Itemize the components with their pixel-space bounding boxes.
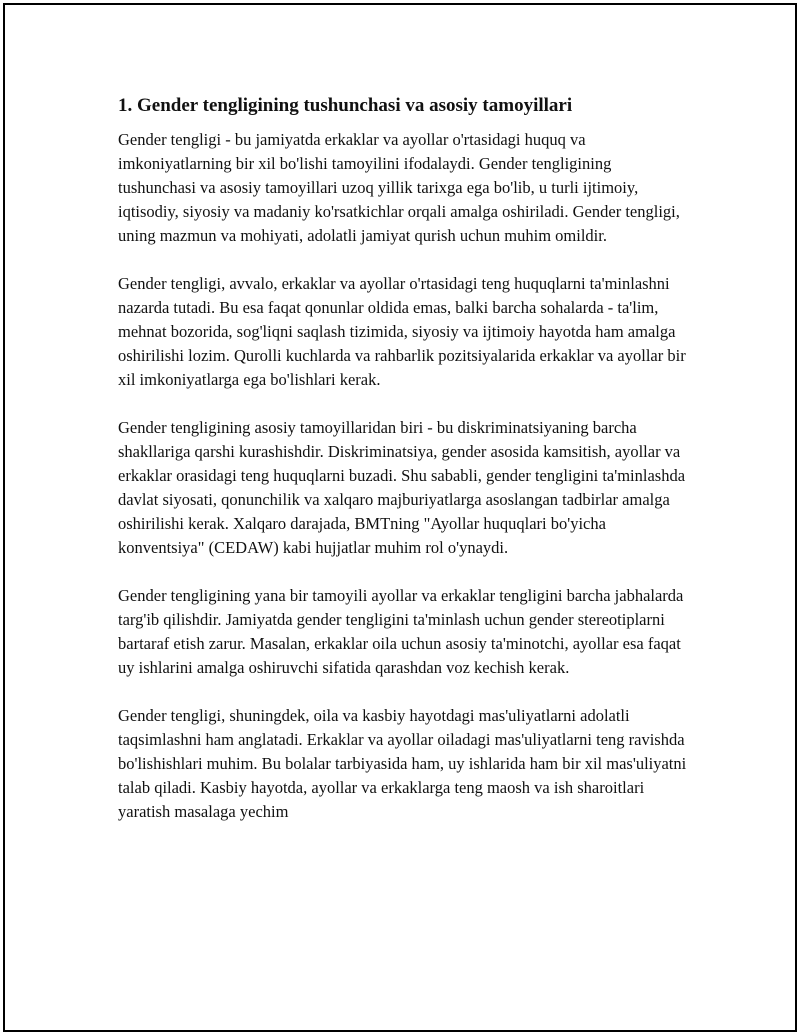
paragraph-2: Gender tengligi, avvalo, erkaklar va ayollar o'rtasidagi teng huquqlarni ta'minlashni nazarda tutadi. Bu esa faqat qonunlar oldida emas, balki barcha sohalarda - ta'lim, mehnat bozorida, sog'liqni saqlash tizimida, siyosiy va ijtimoiy hayotda ham amalga oshirilishi lozim. Qurolli kuchlarda va rahbarlik pozitsiyalarida erkaklar va ayollar bir xil imkoniyatlarga ega bo'lishlari kerak.: [118, 274, 686, 389]
paragraph-1: Gender tengligi - bu jamiyatda erkaklar va ayollar o'rtasidagi huquq va imkoniyatlarning bir xil bo'lishi tamoyilini ifodalaydi. Gender tengligining tushunchasi va asosiy tamoyillari uzoq yillik tarixga ega bo'lib, u turli ijtimoiy, iqtisodiy, siyosiy va madaniy ko'rsatkichlar orqali amalga oshiriladi. Gender tengligi, uning mazmun va mohiyati, adolatli jamiyat qurish uchun muhim omildir.: [118, 130, 680, 245]
paragraph-4: Gender tengligining yana bir tamoyili ayollar va erkaklar tengligini barcha jabhalarda targ'ib qilishdir. Jamiyatda gender tengligini ta'minlash uchun gender stereotiplarni bartaraf etish zarur. Masalan, erkaklar oila uchun asosiy ta'minotchi, ayollar esa faqat uy ishlarini amalga oshiruvchi sifatida qarashdan voz kechish kerak.: [118, 586, 684, 677]
document-body: [118, 92, 693, 848]
paragraph-5: Gender tengligi, shuningdek, oila va kasbiy hayotdagi mas'uliyatlarni adolatli taqsimlashni ham anglatadi. Erkaklar va ayollar oiladagi mas'uliyatlarni teng ravishda bo'lishishlari muhim. Bu bolalar tarbiyasida ham, uy ishlarida ham bir xil mas'uliyatni talab qiladi. Kasbiy hayotda, ayollar va erkaklarga teng maosh va ish sharoitlari yaratish masalaga yechim: [118, 706, 687, 821]
section-heading: 1. Gender tengligining tushunchasi va asosiy tamoyillari: [118, 95, 573, 116]
paragraph-3: Gender tengligining asosiy tamoyillaridan biri - bu diskriminatsiyaning barcha shakllariga qarshi kurashishdir. Diskriminatsiya, gender asosida kamsitish, ayollar va erkaklar orasidagi teng huquqlarni buzadi. Shu sababli, gender tengligini ta'minlashda davlat siyosati, qonunchilik va xalqaro majburiyatlarga asoslangan tadbirlar amalga oshirilishi kerak. Xalqaro darajada, BMTning "Ayollar huquqlari bo'yicha konventsiya" (CEDAW) kabi hujjatlar muhim rol o'ynaydi.: [118, 418, 686, 557]
